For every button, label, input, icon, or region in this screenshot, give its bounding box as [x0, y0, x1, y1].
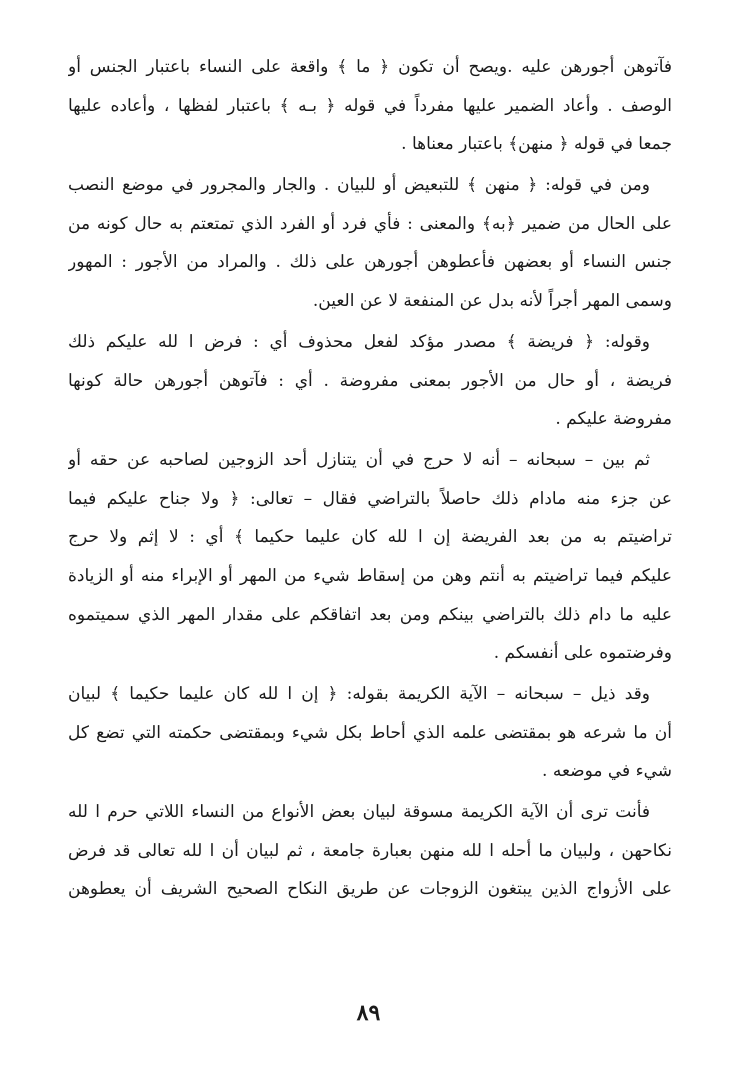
paragraph-1 — [68, 48, 672, 164]
text-line: وقوله: ﴿ فريضة ﴾ مصدر مؤكد لفعل محذوف أي : فرض ا لله عليكم ذلك — [68, 331, 650, 352]
text-line: عن جزء منه مادام ذلك حاصلاً بالتراضي فقال – تعالى: ﴿ ولا جناح عليكم فيما — [68, 488, 672, 509]
text-line: جمعا في قوله ﴿ منهن﴾ باعتبار معناها . — [401, 134, 672, 155]
text-line: شيء في موضعه . — [542, 761, 672, 782]
text-line: وسمى المهر أجراً لأنه بدل عن المنفعة لا عن العين. — [312, 291, 672, 312]
paragraph-6 — [68, 793, 672, 909]
text-line: وقد ذيل – سبحانه – الآية الكريمة بقوله: ﴿ إن ا لله كان عليما حكيما ﴾ لبيان — [68, 684, 650, 704]
text-line: نكاحهن ، ولبيان ما أحله ا لله منهن بعبارة جامعة ، ثم لبيان أن ا لله تعالى قد فرض — [68, 840, 672, 861]
text-line: جنس النساء أو بعضهن فأعطوهن أجورهن على ذلك . والمراد من الأجور : المهور — [68, 252, 672, 273]
text-line: وفرضتموه على أنفسكم . — [493, 643, 672, 664]
page-body — [68, 48, 672, 1008]
text-line: تراضيتم به من بعد الفريضة إن ا لله كان عليما حكيما ﴾ أي : لا إثم ولا حرج — [68, 527, 672, 548]
text-line: مفروضة عليكم . — [555, 409, 672, 430]
text-line: على الحال من ضمير ﴿به﴾ والمعنى : فأي فرد أو الفرد الذي تمتعتم به حال كونه من — [68, 213, 672, 234]
paragraph-4 — [68, 441, 672, 673]
text-line: عليكم فيما تراضيتم به أنتم وهن من إسقاط شيء من المهر أو الإبراء منه أو الزيادة — [68, 565, 672, 586]
text-line: ثم بين – سبحانه – أنه لا حرج في أن يتنازل أحد الزوجين لصاحبه عن حقه أو — [68, 449, 650, 470]
text-line: عليه ما دام ذلك بالتراضي بينكم ومن بعد اتفاقكم على مقدار المهر الذي سميتموه — [68, 604, 672, 625]
text-line: أن ما شرعه هو بمقتضى علمه الذي أحاط بكل شيء وبمقتضى حكمته التي تضع كل — [68, 722, 672, 743]
text-line: على الأزواج الذين يبتغون الزوجات عن طريق النكاح الصحيح الشريف أن يعطوهن — [68, 879, 672, 900]
paragraph-5 — [68, 675, 672, 791]
text-line: فأنت ترى أن الآية الكريمة مسوقة لبيان بعض الأنواع من النساء اللاتي حرم ا لله — [68, 802, 650, 823]
paragraph-2 — [68, 166, 672, 321]
text-line: فريضة ، أو حال من الأجور بمعنى مفروضة . أي : فآتوهن أجورهن حالة كونها — [68, 370, 672, 391]
text-line: فآتوهن أجورهن عليه .ويصح أن تكون ﴿ ما ﴾ واقعة على النساء باعتبار الجنس أو — [68, 57, 672, 77]
page-number: ٨٩ — [356, 1000, 381, 1026]
text-line: الوصف . وأعاد الضمير عليها مفرداً في قوله ﴿ بـه ﴾ باعتبار لفظها ، وأعاده عليها — [68, 95, 672, 116]
paragraph-3 — [68, 323, 672, 439]
text-line: ومن في قوله: ﴿ منهن ﴾ للتبعيض أو للبيان . والجار والمجرور في موضع النصب — [68, 175, 650, 196]
